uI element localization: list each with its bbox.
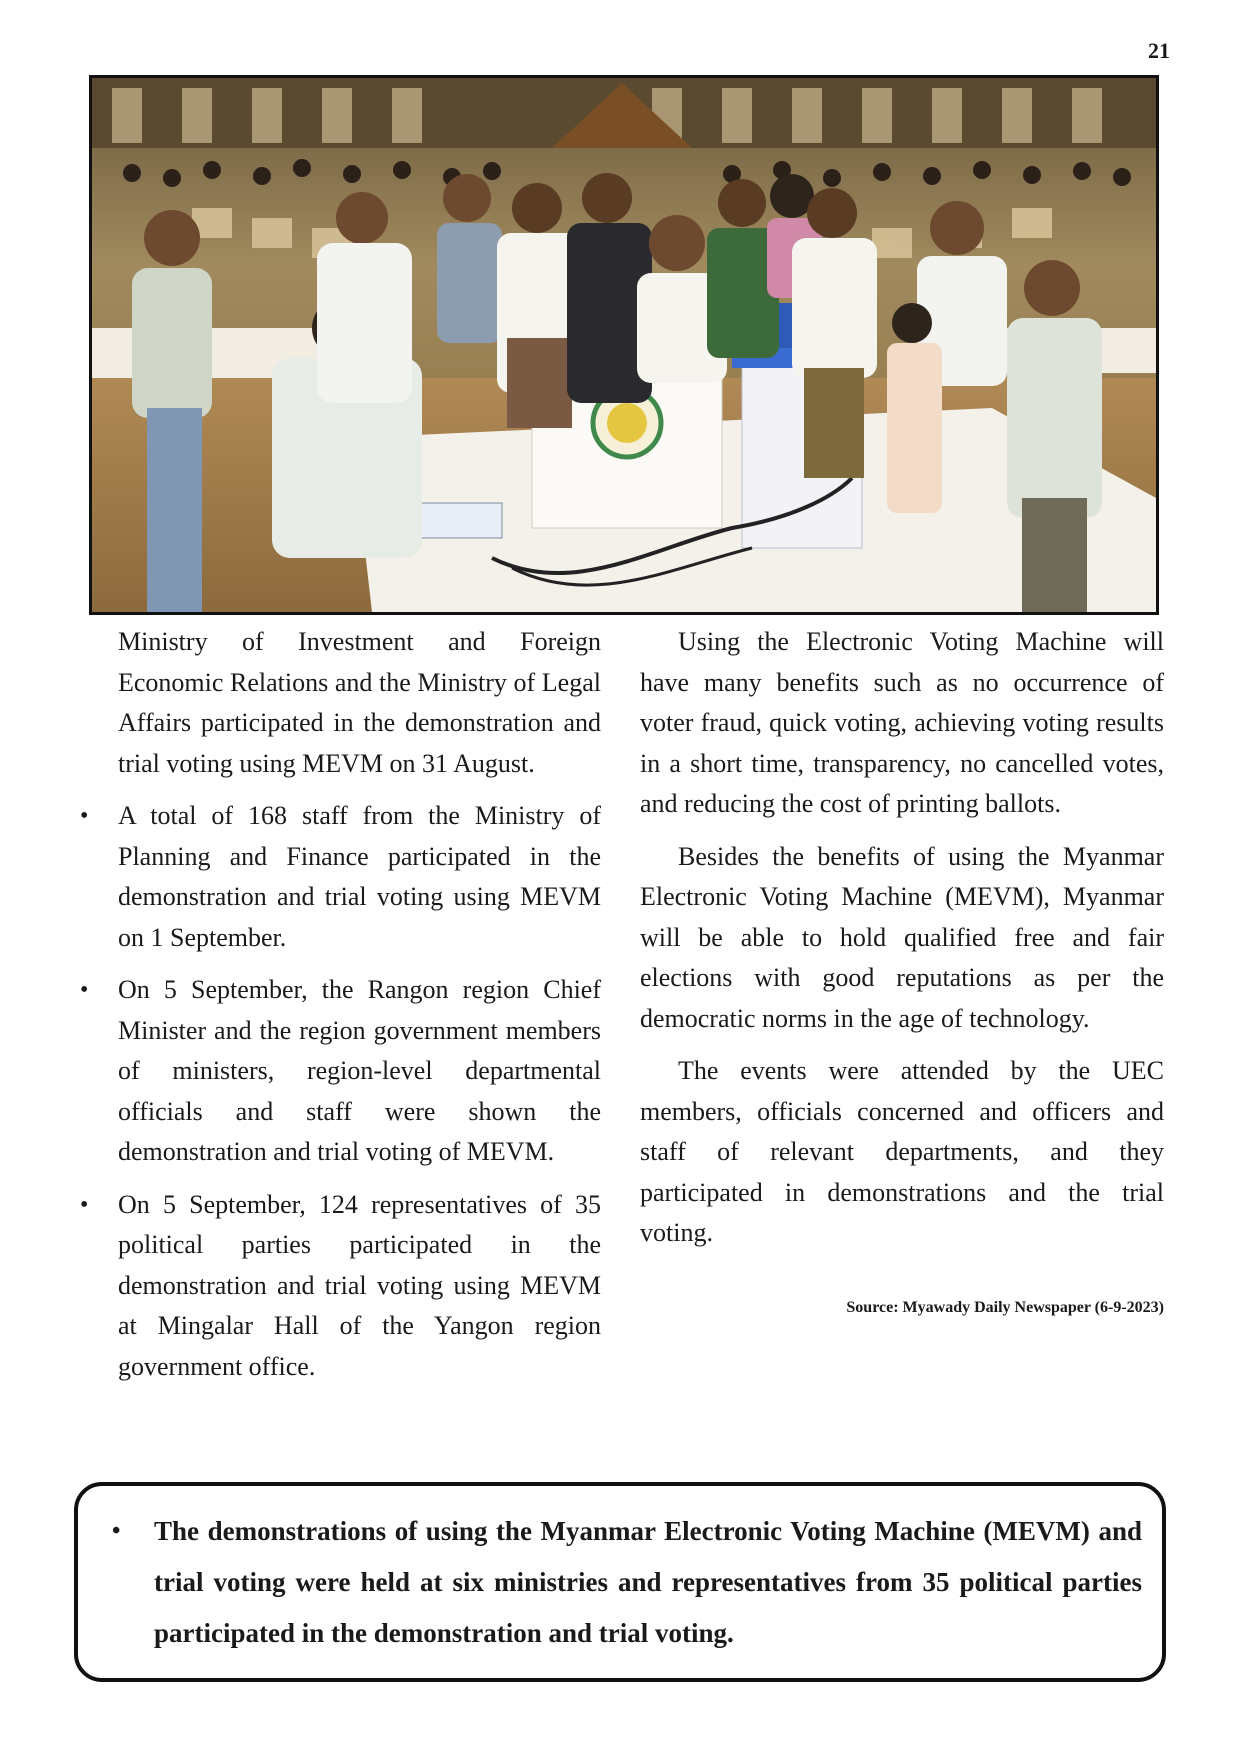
bullet-list bbox=[76, 796, 601, 1387]
source-credit: Source: Myawady Daily Newspaper (6-9-2023) bbox=[846, 1298, 1164, 1316]
benefits-paragraph: Using the Electronic Voting Machine will have many benefits such as no occurrence of voter fraud, quick voting, achieving voting results in a short time, transparency, no cancelled votes, and reducing the cost of printing ballots. bbox=[640, 627, 1164, 818]
bullet-icon: • bbox=[80, 977, 89, 1003]
elections-paragraph: Besides the benefits of using the Myanmar Electronic Voting Machine (MEVM), Myanmar will be able to hold qualified free and fair elections with good reputations as per the democratic norms in the age of technology. bbox=[640, 841, 1164, 1033]
list-item bbox=[76, 796, 601, 958]
left-column bbox=[76, 622, 601, 1399]
bullet-text: On 5 September, 124 representatives of 35 political parties participated in the demonstration and trial voting using MEVM at Mingalar Hall of the Yangon region government office. bbox=[118, 1189, 601, 1381]
bullet-icon: • bbox=[80, 803, 89, 829]
summary-item bbox=[98, 1506, 1142, 1659]
lead-paragraph: Ministry of Investment and Foreign Economic Relations and the Ministry of Legal Affairs participated in the demonstration and trial voting using MEVM on 31 August. bbox=[118, 627, 601, 778]
page-number: 21 bbox=[1148, 38, 1170, 63]
photo-emvm-demonstration-icon bbox=[92, 78, 1156, 612]
bullet-icon: • bbox=[80, 1191, 89, 1218]
bullet-text: A total of 168 staff from the Ministry of Planning and Finance participated in the demonstration and trial voting using MEVM on 1 September. bbox=[118, 801, 601, 952]
bullet-icon: • bbox=[112, 1518, 121, 1544]
list-item bbox=[76, 970, 601, 1173]
news-photo bbox=[89, 75, 1159, 615]
attendance-paragraph: The events were attended by the UEC members, officials concerned and officers and staff of relevant departments, and they participated in demonstrations and the trial voting. bbox=[640, 1056, 1164, 1247]
list-item bbox=[76, 1185, 601, 1388]
right-column bbox=[640, 622, 1164, 1328]
summary-box bbox=[74, 1482, 1166, 1682]
bullet-text: On 5 September, the Rangon region Chief Minister and the region government members of ministers, region-level departmental officials and staff were shown the demonstration and trial voting of MEVM. bbox=[118, 975, 601, 1166]
summary-text: The demonstrations of using the Myanmar Electronic Voting Machine (MEVM) and trial voting were held at six ministries and representatives from 35 political parties participated in the demonstration and trial voting. bbox=[154, 1516, 1142, 1648]
